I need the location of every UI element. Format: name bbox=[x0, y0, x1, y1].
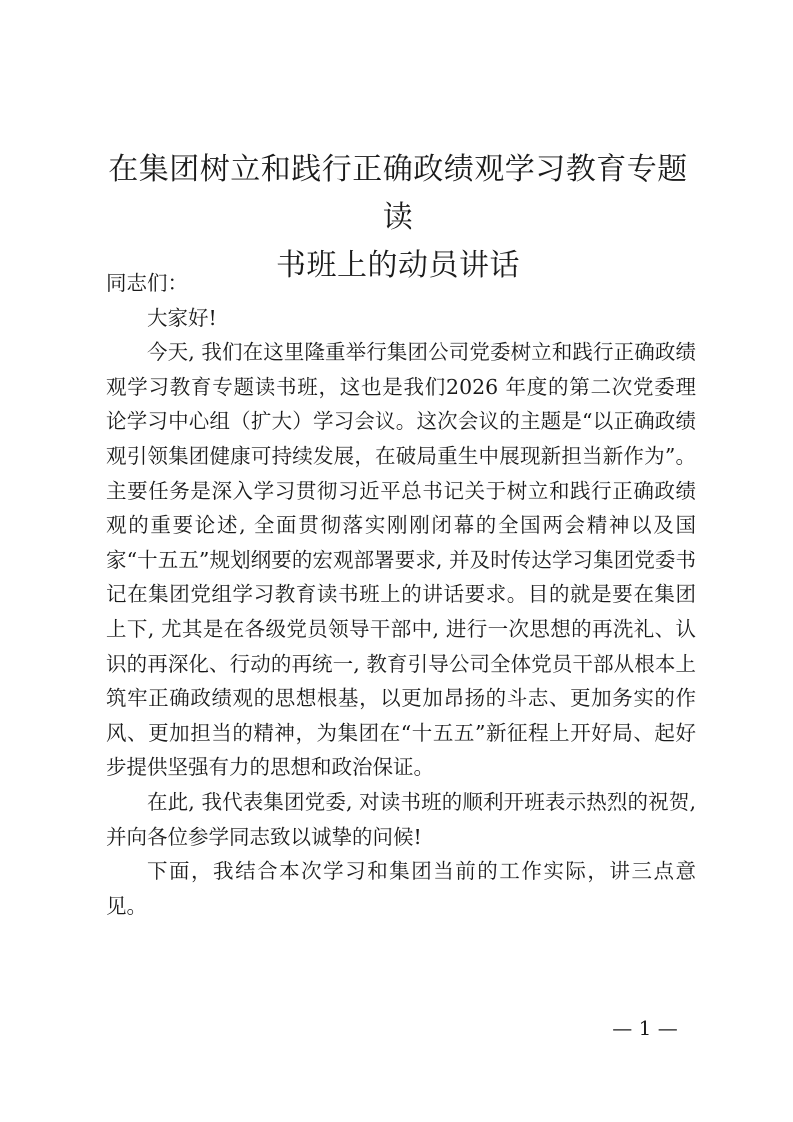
paragraph-introduction: 今天, 我们在这里隆重举行集团公司党委树立和践行正确政绩观学习教育专题读书班，这也是我们2026 年度的第二次党委理论学习中心组（扩大）学习会议。这次会议的主题是“以正确政绩观引领集团健康可持续发展，在破局重生中展现新担当新作为”。主要任务是深入学习贯彻习近平总书记关于树立和践行正确政绩观的重要论述, 全面贯彻落实刚刚闭幕的全国两会精神以及国家“十五五”规划纲要的宏观部署要求, 并及时传达学习集团党委书记在集团党组学习教育读书班上的讲话要求。目的就是要在集团上下, 尤其是在各级党员领导干部中, 进行一次思想的再洗礼、认识的再深化、行动的再统一, 教育引导公司全体党员干部从根本上筑牢正确政绩观的思想根基，以更加昂扬的斗志、更加务实的作风、更加担当的精神，为集团在“十五五”新征程上开好局、起好步提供坚强有力的思想和政治保证。 bbox=[106, 340, 696, 780]
salutation: 同志们： bbox=[106, 271, 188, 295]
paragraph-congratulations: 在此, 我代表集团党委, 对读书班的顺利开班表示热烈的祝贺, 并向各位参学同志致以诚挚的问候! bbox=[106, 789, 696, 849]
paragraph-transition: 下面，我结合本次学习和集团当前的工作实际，讲三点意见。 bbox=[106, 859, 696, 918]
title-line-2: 书班上的动员讲话 bbox=[276, 248, 520, 283]
document-body bbox=[106, 266, 696, 923]
page-number: — 1 — bbox=[612, 1016, 678, 1040]
title-line-1: 在集团树立和践行正确政绩观学习教育专题读 bbox=[108, 152, 688, 235]
paragraph-greeting: 大家好! bbox=[147, 305, 217, 330]
